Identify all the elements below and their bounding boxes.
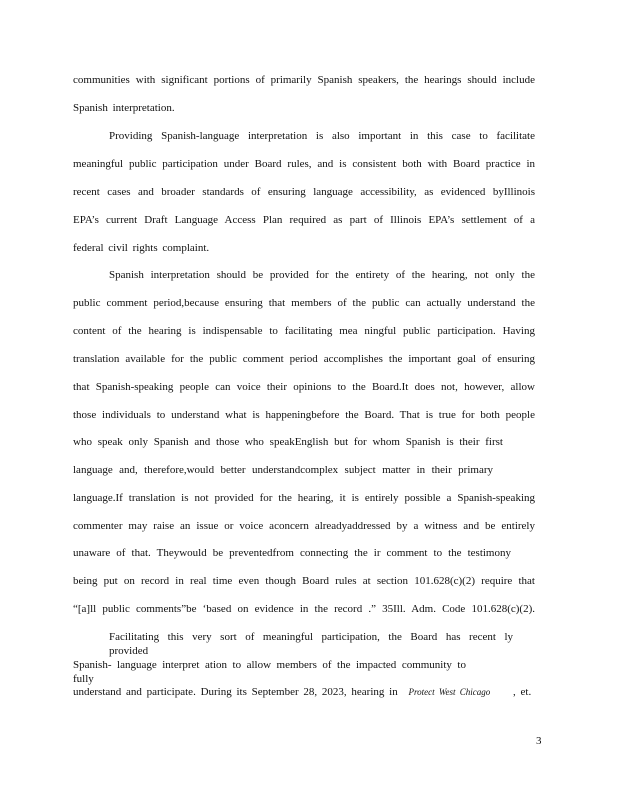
text-line: Spanish- language interpret ation to allow members of the impacted community to fully (73, 659, 466, 685)
text-line: content of the hearing is indispensable to facilitating mea ningful public participation. Having (73, 325, 535, 337)
text-line: recent cases and broader standards of ensuring language accessibility, as evidenced byIllinois (73, 186, 535, 198)
text-line: being put on record in real time even though Board rules at section 101.628(c)(2) require that (73, 575, 535, 587)
text-line: those individuals to understand what is happeningbefore the Board. That is true for both people (73, 409, 535, 421)
text-line: translation available for the public comment period accomplishes the important goal of ensuring (73, 353, 535, 365)
text-line: Spanish interpretation. (73, 102, 175, 114)
text-line: public comment period,because ensuring that members of the public can actually understand the (73, 297, 535, 309)
text-segment: , et. (513, 686, 532, 698)
case-name-italic: Protect West Chicago (408, 687, 491, 697)
text-line: who speak only Spanish and those who speakEnglish but for whom Spanish is their first (73, 436, 503, 448)
text-line: “[a]ll public comments”be ‘based on evidence in the record .” 35Ill. Adm. Code 101.628(c)(2). (73, 603, 535, 615)
text-line: Providing Spanish-language interpretation is also important in this case to facilitate (109, 130, 535, 142)
text-line: that Spanish-speaking people can voice their opinions to the Board.It does not, however, allow (73, 381, 535, 393)
page-number: 3 (536, 735, 542, 747)
text-line: meaningful public participation under Board rules, and is consistent both with Board practice in (73, 158, 535, 170)
text-line: commenter may raise an issue or voice aconcern alreadyaddressed by a witness and be entirely (73, 520, 535, 532)
text-line: Spanish interpretation should be provided for the entirety of the hearing, not only the (109, 269, 535, 281)
text-line (73, 685, 535, 699)
text-line: language.If translation is not provided for the hearing, it is entirely possible a Spanish-speaking (73, 492, 535, 504)
text-line: federal civil rights complaint. (73, 242, 210, 254)
text-line: Facilitating this very sort of meaningful participation, the Board has recent ly provided (109, 631, 513, 657)
text-line: unaware of that. Theywould be preventedfrom connecting the ir comment to the testimony (73, 547, 511, 559)
text-segment: understand and participate. During its September 28, 2023, hearing in (73, 686, 398, 698)
text-line: EPA’s current Draft Language Access Plan required as part of Illinois EPA’s settlement of a (73, 214, 535, 226)
text-line: communities with significant portions of primarily Spanish speakers, the hearings should include (73, 74, 535, 86)
text-line: language and, therefore,would better understandcomplex subject matter in their primary (73, 464, 493, 476)
